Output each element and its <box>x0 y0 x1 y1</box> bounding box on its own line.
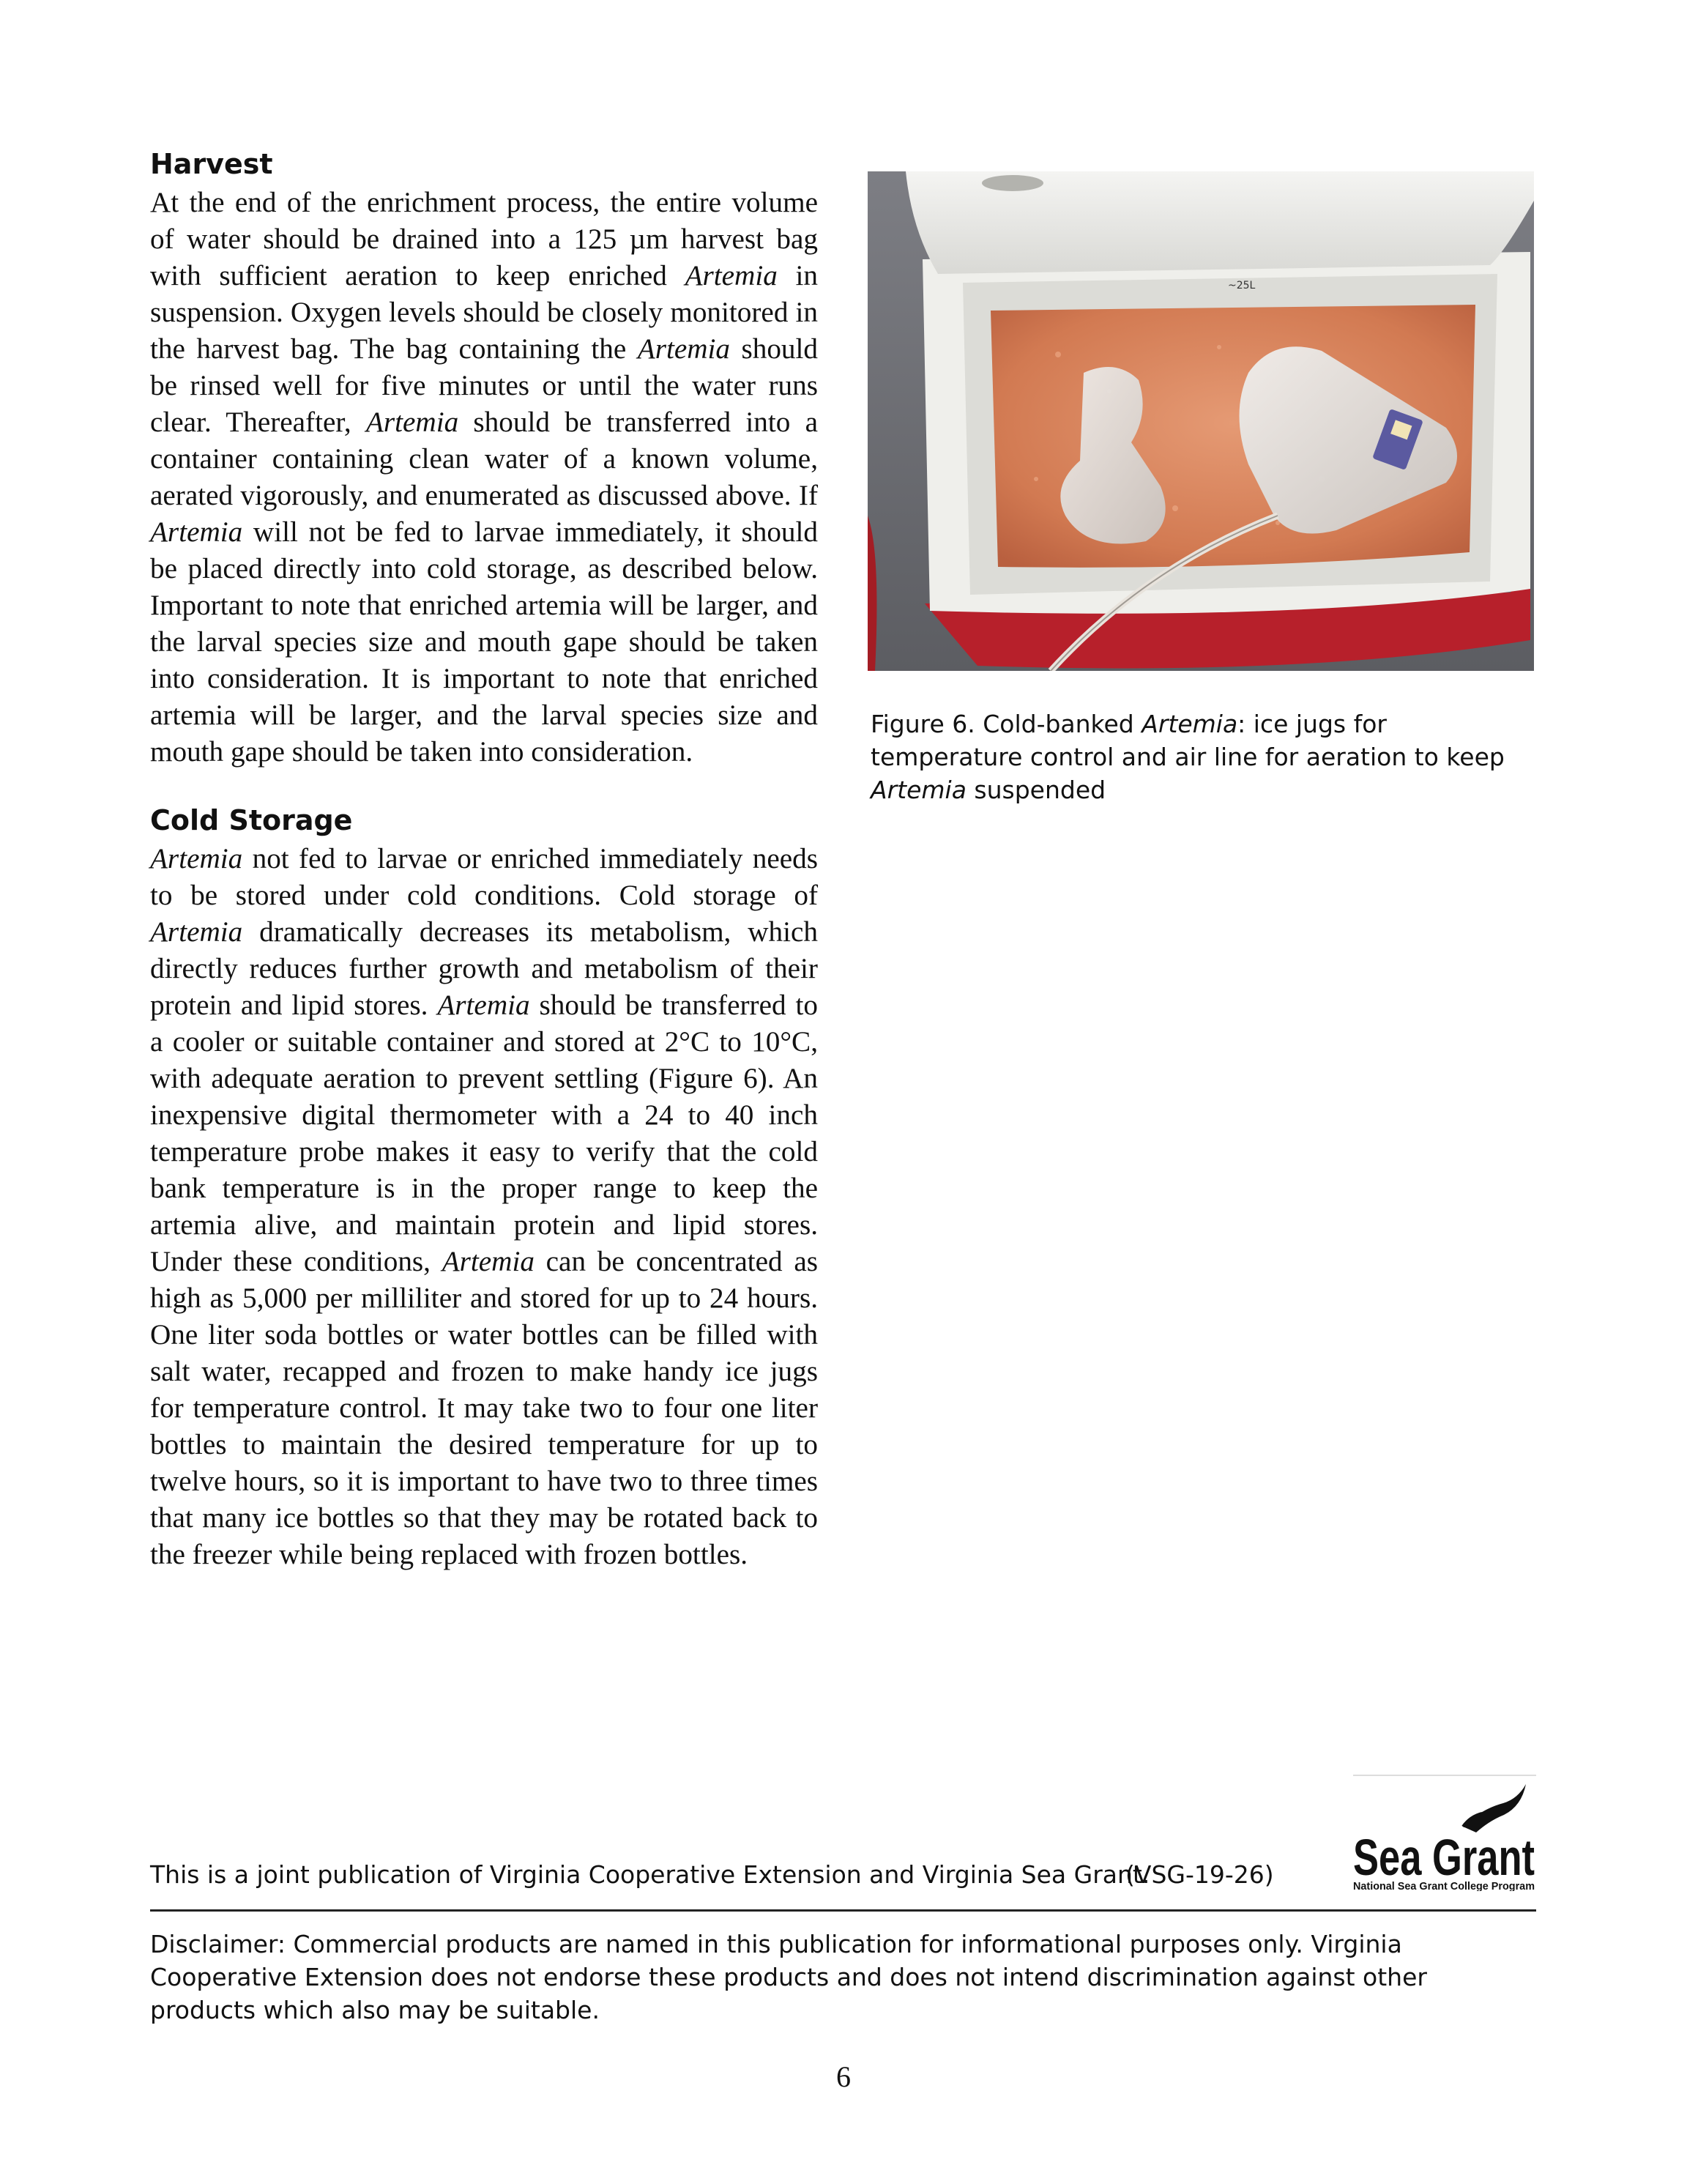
harvest-text-2: in suspension. Oxygen levels should be closely monitored in the harvest bag. The bag containing the <box>150 260 818 365</box>
harvest-heading: Harvest <box>150 148 273 180</box>
left-column <box>150 144 818 1573</box>
harvest-artemia-3: Artemia <box>365 406 459 438</box>
logo-wordmark: Sea Grant <box>1353 1829 1535 1886</box>
caption-artemia-2: Artemia <box>871 776 967 804</box>
publication-code: (VSG-19-26) <box>1125 1860 1274 1889</box>
cooler-capacity-label: ~25L <box>1228 280 1256 291</box>
page-number: 6 <box>836 2060 851 2093</box>
cold-artemia-4: Artemia <box>442 1246 535 1277</box>
cold-storage-heading: Cold Storage <box>150 804 353 836</box>
cold-text-1: not fed to larvae or enriched immediately needs to be stored under cold conditions. Cold storage of <box>150 843 818 911</box>
caption-text-1: Figure 6. Cold-banked <box>871 710 1142 738</box>
caption-artemia-1: Artemia <box>1142 710 1238 738</box>
figure-6-cooler-photo <box>868 171 1534 671</box>
harvest-text-3: should be rinsed well for five minutes or until the water runs clear. Thereafter, <box>150 333 818 438</box>
harvest-paragraph <box>150 185 818 770</box>
harvest-text-5: will not be fed to larvae immediately, it should be placed directly into cold storage, as described below. Important to note that enriched artemia will be larger, and the larval species size and mouth gape should be taken into consideration. It is important to note that enriched artemia will be larger, and the larval species size and mouth gape should be taken into consideration. <box>150 516 818 768</box>
cold-text-3: should be transferred to a cooler or suitable container and stored at 2°C to 10°C, with adequate aeration to prevent settling (Figure 6). An inexpensive digital thermometer with a 24 to 40 inch temperature probe makes it easy to verify that the cold bank temperature is in the proper range to keep the artemia alive, and maintain protein and lipid stores. Under these conditions, <box>150 989 818 1277</box>
cold-text-4: can be concentrated as high as 5,000 per milliliter and stored for up to 24 hours. One liter soda bottles or water bottles can be filled with salt water, recapped and frozen to make handy ice jugs for temperature control. It may take two to four one liter bottles to maintain the desired temperature for up to twelve hours, so it is important to have two to three times that many ice bottles so that they may be rotated back to the freezer while being replaced with frozen bottles. <box>150 1246 818 1570</box>
cold-storage-paragraph <box>150 841 818 1573</box>
harvest-text-1: At the end of the enrichment process, the entire volume of water should be drained into a 125 µm harvest bag with sufficient aeration to keep enriched <box>150 187 818 291</box>
disclaimer-text: Disclaimer: Commercial products are named in this publication for informational purposes only. Virginia Cooperative Extension does not endorse these products and does not intend discrimination against other products which also may be suitable. <box>150 1930 1427 2024</box>
harvest-artemia-1: Artemia <box>685 260 778 291</box>
cold-artemia-3: Artemia <box>437 989 530 1021</box>
caption-text-2: : ice jugs for temperature control and air line for aeration to keep <box>871 710 1505 771</box>
logo-subtitle: National Sea Grant College Program <box>1353 1880 1535 1891</box>
joint-publication-note: This is a joint publication of Virginia Cooperative Extension and Virginia Sea Grant. <box>150 1860 1150 1889</box>
cold-artemia-2: Artemia <box>150 916 243 948</box>
harvest-artemia-4: Artemia <box>150 516 243 548</box>
figure-6-caption <box>871 707 1534 806</box>
gull-icon <box>1463 1784 1526 1832</box>
harvest-text-4: should be transferred into a container containing clean water of a known volume, aerated vigorously, and enumerated as discussed above. If <box>150 406 818 511</box>
cold-artemia-1: Artemia <box>150 843 243 874</box>
lid-handle <box>982 175 1043 191</box>
caption-text-3: suspended <box>966 776 1106 804</box>
footer-divider <box>150 1909 1536 1912</box>
cold-text-2: dramatically decreases its metabolism, which directly reduces further growth and metabolism of their protein and lipid stores. <box>150 916 818 1021</box>
harvest-artemia-2: Artemia <box>637 333 731 365</box>
sea-grant-logo <box>1353 1774 1536 1891</box>
